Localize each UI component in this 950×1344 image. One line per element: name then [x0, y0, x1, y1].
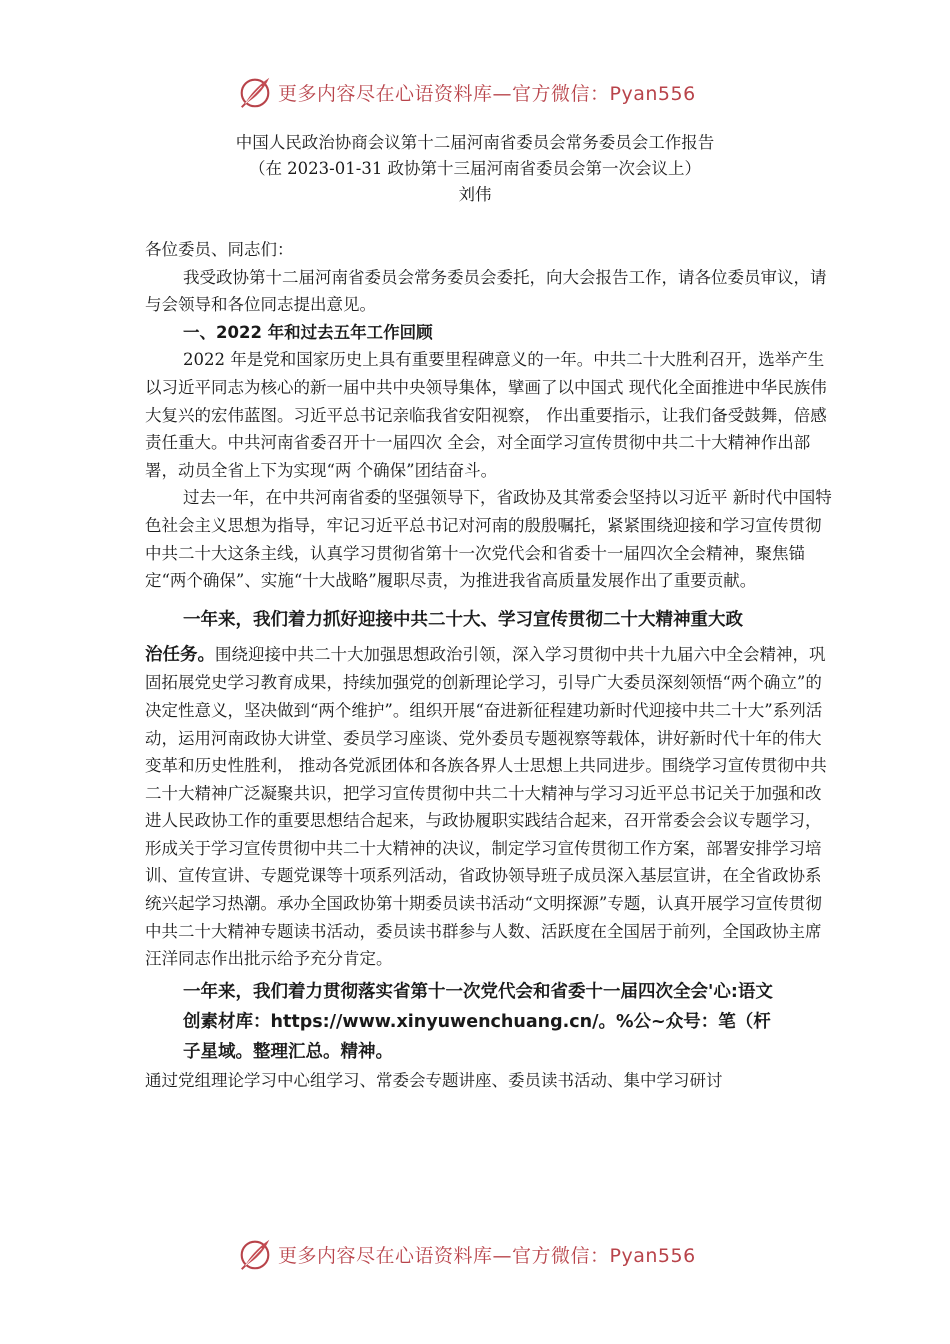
footer-banner-text: 更多内容尽在心语资料库—官方微信：Pyan556: [278, 1244, 696, 1267]
section-heading: 一、2022 年和过去五年工作回顾: [183, 322, 433, 342]
document-title-block: [0, 130, 950, 208]
quill-leaf-logo-icon: [236, 1235, 274, 1273]
paragraph-4-lead-line-1: 一年来，我们着力贯彻落实省第十一次党代会和省委十一届四次全会'心:语文: [183, 981, 773, 1002]
paragraph-5: 通过党组理论学习中心组学习、常委会专题讲座、委员读书活动、集中学习研讨: [145, 1070, 723, 1090]
salutation: 各位委员、同志们：: [145, 240, 294, 259]
document-subtitle: （在 2023-01-31 政协第十三届河南省委员会第一次会议上）: [248, 159, 702, 178]
paragraph-4-lead-line-2: 创素材库：https://www.xinyuwenchuang.cn/。%公~众号：笔（杆: [183, 1011, 771, 1032]
paragraph-1: 2022 年是党和国家历史上具有重要里程碑意义的一年。中共二十大胜利召开，选举产生以习近平同志为核心的新一届中共中央领导集体，擘画了以中国式 现代化全面推进中华民族伟大复兴的宏伟蓝图。习近平总书记亲临我省安阳视察， 作出重要指示，让我们备受鼓舞，倍感责任重大。中共河南省委召开十一届四次 全会，对全面学习宣传贯彻中共二十大精神作出部署，动员全省上下为实现“两 个确保”团结奋斗。: [145, 350, 827, 480]
paragraph-3: [145, 641, 835, 973]
document-body: [145, 236, 835, 1094]
paragraph-2: 过去一年，在中共河南省委的坚强领导下，省政协及其常委会坚持以习近平 新时代中国特色社会主义思想为指导，牢记习近平总书记对河南的殷殷嘱托，紧紧围绕迎接和学习宣传贯彻中共二十大这条主线，认真学习贯彻省第十一次党代会和省委十一届四次全会精神，聚焦锚定“两个确保”、实施“十大战略”履职尽责，为推进我省高质量发展作出了重要贡献。: [145, 488, 832, 591]
paragraph-3-lead-line: 一年来，我们着力抓好迎接中共二十大、学习宣传贯彻二十大精神重大政: [183, 609, 743, 630]
quill-leaf-logo-icon: [236, 73, 274, 111]
header-banner-text: 更多内容尽在心语资料库—官方微信：Pyan556: [278, 82, 696, 105]
header-banner: [236, 72, 696, 112]
paragraph-4-lead-line-3: 子星域。整理汇总。精神。: [183, 1041, 393, 1062]
document-author: 刘伟: [458, 185, 492, 204]
document-title: 中国人民政治协商会议第十二届河南省委员会常务委员会工作报告: [235, 133, 715, 152]
paragraph-3-body: 围绕迎接中共二十大加强思想政治引领，深入学习贯彻中共十九届六中全会精神，巩固拓展党史学习教育成果，持续加强党的创新理论学习，引导广大委员深刻领悟“两个确立”的决定性意义，坚决做到“两个维护”。组织开展“奋进新征程建功新时代迎接中共二十大”系列活动，运用河南政协大讲堂、委员学习座谈、党外委员专题视察等载体，讲好新时代十年的伟大变革和历史性胜利， 推动各党派团体和各族各界人士思想上共同进步。围绕学习宣传贯彻中共二十大精神广泛凝聚共识，把学习宣传贯彻中共二十大精神与学习习近平总书记关于加强和改进人民政协工作的重要思想结合起来，与政协履职实践结合起来，召开常委会会议专题学习，形成关于学习宣传贯彻中共二十大精神的决议，制定学习宣传贯彻工作方案，部署安排学习培训、宣传宣讲、专题党课等十项系列活动，省政协领导班子成员深入基层宣讲，在全省政协系统兴起学习热潮。承办全国政协第十期委员读书活动“文明探源”专题，认真开展学习宣传贯彻中共二十大精神专题读书活动，委员读书群参与人数、活跃度在全国居于前列，全国政协主席汪洋同志作出批示给予充分肯定。: [145, 644, 827, 969]
intro-paragraph: 我受政协第十二届河南省委员会常务委员会委托，向大会报告工作，请各位委员审议，请与会领导和各位同志提出意见。: [145, 267, 827, 315]
footer-banner: [236, 1234, 696, 1274]
paragraph-3-lead-end: 治任务。: [145, 644, 215, 665]
